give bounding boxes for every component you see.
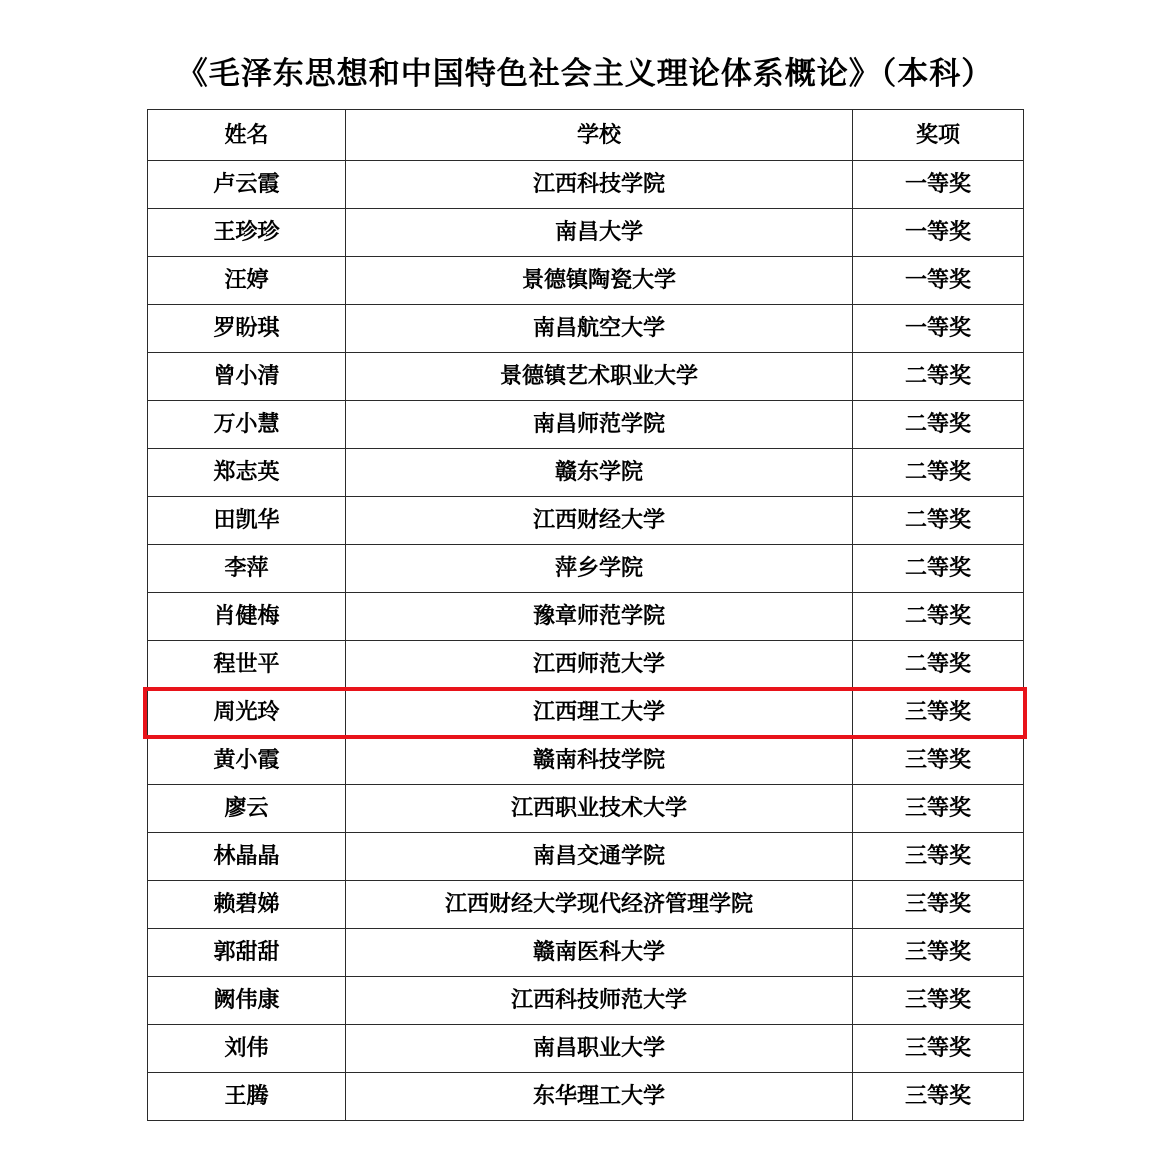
cell-name: 廖云 (148, 785, 346, 833)
cell-name: 王腾 (148, 1073, 346, 1121)
cell-award: 三等奖 (853, 1073, 1024, 1121)
table-row (148, 209, 1024, 257)
cell-name: 王珍珍 (148, 209, 346, 257)
table-row (148, 1025, 1024, 1073)
cell-award: 三等奖 (853, 689, 1024, 737)
award-table-container (147, 109, 1023, 1121)
cell-school: 萍乡学院 (346, 545, 853, 593)
table-row (148, 737, 1024, 785)
table-row (148, 881, 1024, 929)
cell-name: 黄小霞 (148, 737, 346, 785)
cell-name: 卢云霞 (148, 161, 346, 209)
cell-name: 郭甜甜 (148, 929, 346, 977)
cell-award: 二等奖 (853, 497, 1024, 545)
table-row (148, 305, 1024, 353)
cell-award: 一等奖 (853, 257, 1024, 305)
table-header (148, 110, 1024, 161)
cell-award: 三等奖 (853, 929, 1024, 977)
cell-award: 二等奖 (853, 449, 1024, 497)
cell-school: 江西科技师范大学 (346, 977, 853, 1025)
cell-award: 二等奖 (853, 641, 1024, 689)
cell-school: 南昌航空大学 (346, 305, 853, 353)
cell-award: 一等奖 (853, 305, 1024, 353)
cell-award: 二等奖 (853, 593, 1024, 641)
cell-name: 周光玲 (148, 689, 346, 737)
cell-school: 景德镇艺术职业大学 (346, 353, 853, 401)
cell-school: 景德镇陶瓷大学 (346, 257, 853, 305)
table-row (148, 1073, 1024, 1121)
table-row (148, 545, 1024, 593)
table-header-row (148, 110, 1024, 161)
cell-school: 江西财经大学 (346, 497, 853, 545)
table-row (148, 929, 1024, 977)
cell-award: 一等奖 (853, 161, 1024, 209)
cell-school: 南昌职业大学 (346, 1025, 853, 1073)
table-row (148, 785, 1024, 833)
cell-name: 赖碧娣 (148, 881, 346, 929)
cell-school: 南昌交通学院 (346, 833, 853, 881)
cell-name: 程世平 (148, 641, 346, 689)
award-table (147, 109, 1024, 1121)
cell-award: 三等奖 (853, 737, 1024, 785)
cell-award: 二等奖 (853, 545, 1024, 593)
cell-school: 江西理工大学 (346, 689, 853, 737)
table-row (148, 257, 1024, 305)
table-row (148, 401, 1024, 449)
column-header-award: 奖项 (853, 110, 1024, 161)
column-header-school: 学校 (346, 110, 853, 161)
cell-name: 郑志英 (148, 449, 346, 497)
cell-school: 南昌大学 (346, 209, 853, 257)
cell-name: 曾小清 (148, 353, 346, 401)
cell-school: 赣南科技学院 (346, 737, 853, 785)
cell-name: 汪婷 (148, 257, 346, 305)
cell-school: 南昌师范学院 (346, 401, 853, 449)
table-row (148, 353, 1024, 401)
cell-name: 万小慧 (148, 401, 346, 449)
cell-award: 一等奖 (853, 209, 1024, 257)
cell-award: 三等奖 (853, 1025, 1024, 1073)
cell-name: 罗盼琪 (148, 305, 346, 353)
column-header-name: 姓名 (148, 110, 346, 161)
cell-award: 二等奖 (853, 353, 1024, 401)
cell-school: 赣南医科大学 (346, 929, 853, 977)
cell-award: 二等奖 (853, 401, 1024, 449)
cell-name: 肖健梅 (148, 593, 346, 641)
cell-award: 三等奖 (853, 785, 1024, 833)
table-row (148, 689, 1024, 737)
cell-school: 赣东学院 (346, 449, 853, 497)
cell-name: 田凯华 (148, 497, 346, 545)
cell-school: 江西财经大学现代经济管理学院 (346, 881, 853, 929)
cell-name: 林晶晶 (148, 833, 346, 881)
cell-award: 三等奖 (853, 881, 1024, 929)
table-body (148, 161, 1024, 1121)
table-row (148, 833, 1024, 881)
table-row (148, 161, 1024, 209)
table-row (148, 641, 1024, 689)
table-row (148, 593, 1024, 641)
cell-name: 刘伟 (148, 1025, 346, 1073)
cell-school: 豫章师范学院 (346, 593, 853, 641)
cell-school: 江西师范大学 (346, 641, 853, 689)
cell-school: 东华理工大学 (346, 1073, 853, 1121)
cell-award: 三等奖 (853, 833, 1024, 881)
table-row (148, 497, 1024, 545)
cell-school: 江西职业技术大学 (346, 785, 853, 833)
table-row (148, 449, 1024, 497)
table-row (148, 977, 1024, 1025)
cell-name: 阙伟康 (148, 977, 346, 1025)
cell-award: 三等奖 (853, 977, 1024, 1025)
cell-school: 江西科技学院 (346, 161, 853, 209)
page-title: 《毛泽东思想和中国特色社会主义理论体系概论》（本科） (176, 56, 994, 91)
cell-name: 李萍 (148, 545, 346, 593)
